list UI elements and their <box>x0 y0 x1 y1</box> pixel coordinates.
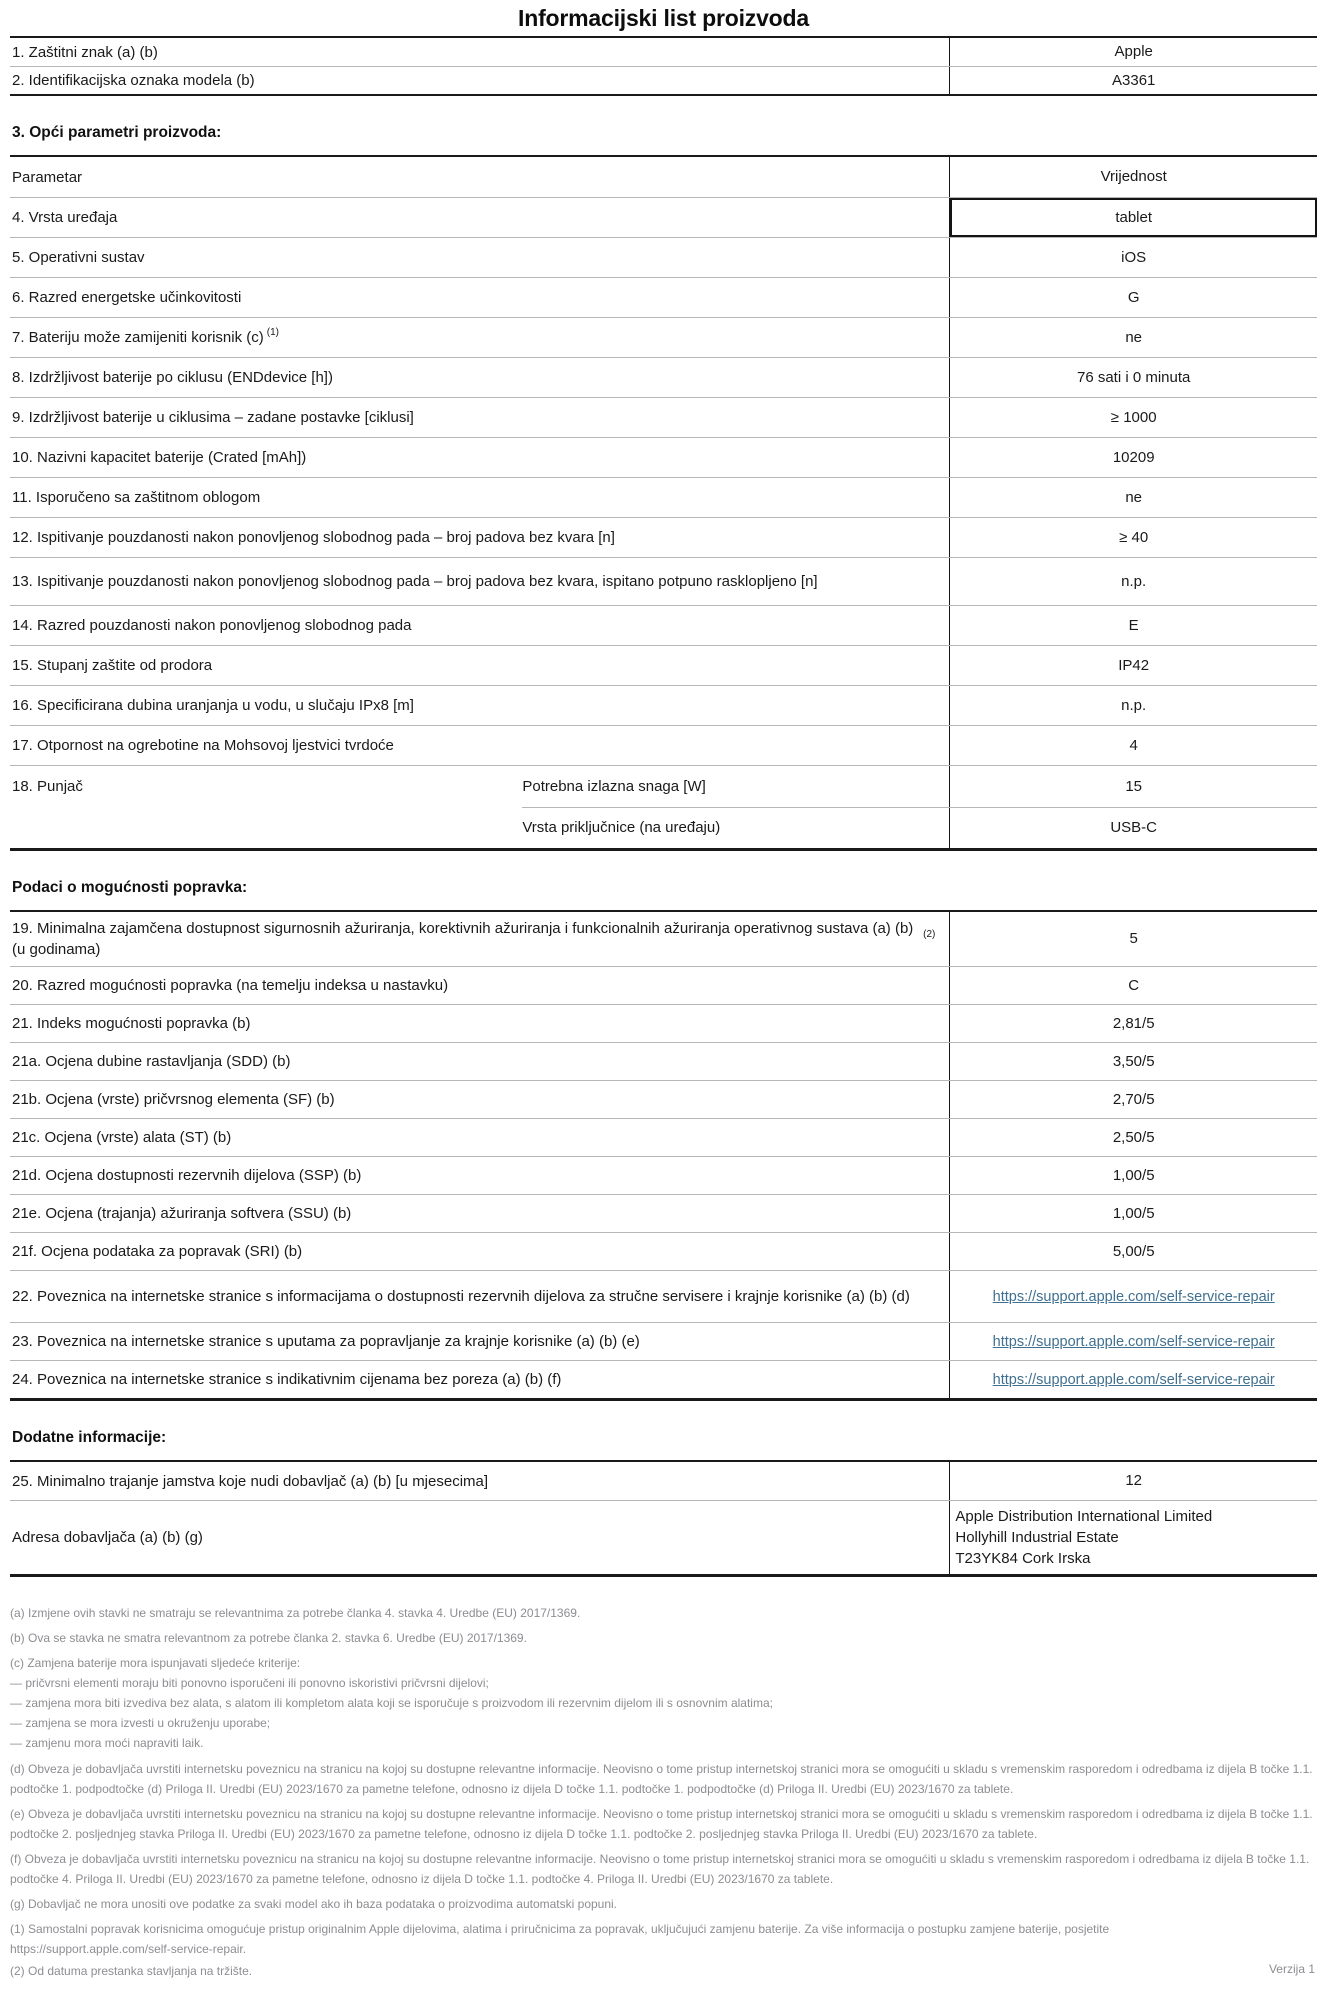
row-label <box>10 1271 950 1322</box>
row-value-text: E <box>1128 616 1139 634</box>
row-value-text: 10209 <box>1112 448 1155 466</box>
row-label <box>10 198 950 237</box>
identification-table <box>10 36 1317 96</box>
row-value-text: 4 <box>1129 736 1138 754</box>
row-12-free-fall-reliability <box>10 517 1317 557</box>
row-8-battery-endurance-per-cycle <box>10 357 1317 397</box>
row-value <box>950 1323 1317 1360</box>
footnote-e: (e) Obveza je dobavljača uvrstiti internetsku poveznicu na stranicu na kojoj su dostupne relevantne informacije. Neovisno o tome pristup internetskoj stranici mora se omogućiti u skladu s vremenskim rasporedom i odredbama iz dijela B točke 1.1. podtočke 2. posljednjeg stavka Priloga II. Uredbi (EU) 2023/1670 za pametne telefone, odnosno iz dijela D točke 1.1. podtočke 2. posljednjeg stavka Priloga II. Uredbi (EU) 2023/1670 za tablete. <box>10 1807 1313 1841</box>
footnote-c: (c) Zamjena baterije mora ispunjavati sljedeće kriterije: <box>10 1656 301 1670</box>
row-value-text: USB-C <box>1110 819 1157 836</box>
row-label-text: 7. Bateriju može zamijeniti korisnik (c) <box>12 329 264 346</box>
footnote-c-item: — pričvrsni elementi moraju biti ponovno isporučeni ili ponovno iskoristivi pričvrsni dijelovi; <box>10 1676 489 1690</box>
row-value-text: 2,50/5 <box>1112 1128 1155 1146</box>
row-13-free-fall-reliability-unfolded <box>10 557 1317 605</box>
row-label-text: 22. Poveznica na internetske stranice s informacijama o dostupnosti rezervnih dijelova za stručne servisere i krajnje korisnike (a) (b) (d) <box>12 1288 910 1305</box>
footnote-1-url: https://support.apple.com/self-service-repair. <box>10 1942 247 1956</box>
row-21-repairability-index <box>10 1004 1317 1042</box>
row-21a-disassembly-depth-score <box>10 1042 1317 1080</box>
row-value <box>950 646 1317 685</box>
row-value <box>950 558 1317 605</box>
row-label <box>10 1361 950 1398</box>
row-25-minimum-warranty <box>10 1462 1317 1500</box>
row-value <box>950 1233 1317 1270</box>
row-label-text: 5. Operativni sustav <box>12 249 145 266</box>
row-label-text: Vrsta priključnice (na uređaju) <box>522 819 721 836</box>
row-label <box>10 238 950 277</box>
row-value-text: Apple <box>1114 43 1153 60</box>
footnotes-section <box>10 1603 1317 1981</box>
supplier-address-line: Apple Distribution International Limited <box>955 1508 1213 1525</box>
row-label-text: 16. Specificirana dubina uranjanja u vodu, u slučaju IPx8 [m] <box>12 697 414 714</box>
row-label-text: 12. Ispitivanje pouzdanosti nakon ponovljenog slobodnog pada – broj padova bez kvara [n] <box>12 529 615 546</box>
row-label <box>10 1157 950 1194</box>
row-value <box>950 1462 1317 1500</box>
row-label <box>10 1005 950 1042</box>
row-value <box>950 38 1317 66</box>
charger-output-power-row <box>522 766 1317 807</box>
row-21e-software-updates-score <box>10 1194 1317 1232</box>
footnote-g: (g) Dobavljač ne mora unositi ove podatke za svaki model ako ih baza podataka o proizvodima automatski popuni. <box>10 1897 618 1911</box>
row-value-text: n.p. <box>1121 572 1147 590</box>
row-label <box>10 726 950 765</box>
row-11-protective-cover <box>10 477 1317 517</box>
self-service-repair-link[interactable]: https://support.apple.com/self-service-repair <box>992 1288 1275 1305</box>
footnote-1 <box>10 1919 1317 1959</box>
table-header-row <box>10 157 1317 197</box>
section-heading-additional-info: Dodatne informacije: <box>12 1429 167 1446</box>
row-value-text: 1,00/5 <box>1112 1166 1155 1184</box>
row-1-trademark <box>10 38 1317 66</box>
section-heading-repairability: Podaci o mogućnosti popravka: <box>12 879 248 896</box>
row-value-text: tablet <box>1115 208 1153 226</box>
column-header-text: Vrijednost <box>1100 168 1167 185</box>
row-label <box>10 278 950 317</box>
supplier-address-line: Hollyhill Industrial Estate <box>955 1529 1119 1546</box>
row-label-text: 20. Razred mogućnosti popravka (na temelju indeksa u nastavku) <box>12 977 449 994</box>
row-label <box>10 1462 950 1500</box>
row-label <box>10 438 950 477</box>
row-label <box>10 478 950 517</box>
charger-sub-table <box>522 766 1317 848</box>
row-4-device-type <box>10 197 1317 237</box>
row-value-text: 76 sati i 0 minuta <box>1076 368 1191 386</box>
row-value-text: ne <box>1125 488 1143 506</box>
row-value <box>950 67 1317 94</box>
row-value <box>950 478 1317 517</box>
row-value <box>950 912 1317 966</box>
footnote-f: (f) Obveza je dobavljača uvrstiti internetsku poveznicu na stranicu na kojoj su dostupne relevantne informacije. Neovisno o tome pristup internetskoj stranici mora se omogućiti u skladu s vremenskim rasporedom i odredbama iz dijela B točke 1.1. podtočke 4. Priloga II. Uredbi (EU) 2023/1670 za pametne telefone, odnosno iz dijela D točke 1.1. podtočke 4. Priloga II. Uredbi (EU) 2023/1670 za tablete. <box>10 1852 1310 1886</box>
row-21d-spare-parts-score <box>10 1156 1317 1194</box>
footnote-superscript: (2) <box>923 928 936 940</box>
row-value-text: iOS <box>1121 248 1147 266</box>
footnote-superscript: (1) <box>266 327 279 338</box>
row-label-text: 18. Punjač <box>12 778 83 795</box>
row-label <box>10 398 950 437</box>
row-value <box>950 318 1317 357</box>
row-value <box>950 278 1317 317</box>
row-2-model-identifier <box>10 66 1317 94</box>
column-header-text: Parametar <box>12 168 83 186</box>
row-label-text: 6. Razred energetske učinkovitosti <box>12 289 242 306</box>
row-label-text: 1. Zaštitni znak (a) (b) <box>12 43 158 61</box>
row-label <box>10 646 950 685</box>
row-10-rated-battery-capacity <box>10 437 1317 477</box>
self-service-repair-link[interactable]: https://support.apple.com/self-service-repair <box>992 1371 1275 1388</box>
row-label-text: 17. Otpornost na ogrebotine na Mohsovoj ljestvici tvrdoće <box>12 737 394 754</box>
row-20-repairability-class <box>10 966 1317 1004</box>
row-value <box>950 1361 1317 1398</box>
row-value <box>950 1157 1317 1194</box>
row-value-text: n.p. <box>1121 696 1147 714</box>
row-label-text: 9. Izdržljivost baterije u ciklusima – zadane postavke [ciklusi] <box>12 409 414 426</box>
footnote-c-item: — zamjena mora biti izvediva bez alata, s alatom ili kompletom alata koji se isporučuje s proizvodom ili rezervnim dijelom ili s osnovnim alatima; <box>10 1696 773 1710</box>
row-9-battery-endurance-cycles <box>10 397 1317 437</box>
row-label <box>10 67 950 94</box>
row-16-immersion-depth <box>10 685 1317 725</box>
column-header-vrijednost <box>950 157 1317 197</box>
row-value <box>950 1119 1317 1156</box>
row-23-repair-instructions-link <box>10 1322 1317 1360</box>
row-5-operating-system <box>10 237 1317 277</box>
row-value <box>950 1005 1317 1042</box>
row-value <box>950 1271 1317 1322</box>
row-value <box>950 358 1317 397</box>
supplier-address-line: T23YK84 Cork Irska <box>955 1550 1091 1567</box>
row-value-text: G <box>1127 288 1140 306</box>
row-label-text: 8. Izdržljivost baterije po ciklusu (ENDdevice [h]) <box>12 369 333 386</box>
row-17-scratch-resistance <box>10 725 1317 765</box>
row-supplier-address <box>10 1500 1317 1574</box>
additional-info-table <box>10 1460 1317 1577</box>
row-label-text: 21f. Ocjena podataka za popravak (SRI) (b) <box>12 1243 303 1260</box>
sub-row-value <box>950 766 1317 807</box>
row-15-ingress-protection <box>10 645 1317 685</box>
sub-row-value <box>950 808 1317 848</box>
row-label <box>10 1233 950 1270</box>
row-label-text: Adresa dobavljača (a) (b) (g) <box>12 1529 203 1546</box>
row-value-text: 2,70/5 <box>1112 1090 1155 1108</box>
row-value <box>950 606 1317 645</box>
row-label-text: 11. Isporučeno sa zaštitnom oblogom <box>12 489 261 506</box>
row-value <box>950 1081 1317 1118</box>
footnote-c-item: — zamjena se mora izvesti u okruženju uporabe; <box>10 1716 271 1730</box>
row-label-text: 21e. Ocjena (trajanja) ažuriranja softvera (SSU) (b) <box>12 1205 352 1222</box>
footnote-b: (b) Ova se stavka ne smatra relevantnom za potrebe članka 2. stavka 6. Uredbe (EU) 2017/1369. <box>10 1631 527 1645</box>
column-header-parametar <box>10 157 950 197</box>
row-value <box>950 967 1317 1004</box>
device-type-highlighted-value <box>950 198 1317 237</box>
row-value <box>950 726 1317 765</box>
row-19-minimum-update-availability <box>10 912 1317 966</box>
row-value <box>950 398 1317 437</box>
self-service-repair-link[interactable]: https://support.apple.com/self-service-repair <box>992 1333 1275 1350</box>
row-label-text: 10. Nazivni kapacitet baterije (Crated [mAh]) <box>12 449 307 466</box>
row-label <box>10 606 950 645</box>
row-value <box>950 438 1317 477</box>
row-label <box>10 766 522 848</box>
supplier-address-value <box>950 1501 1317 1574</box>
row-label <box>10 318 950 357</box>
row-value <box>950 238 1317 277</box>
row-label-text: Potrebna izlazna snaga [W] <box>522 777 706 795</box>
row-value-text: ≥ 1000 <box>1110 408 1157 426</box>
row-18-charger <box>10 765 1317 848</box>
row-value-text: 1,00/5 <box>1112 1204 1155 1222</box>
row-label-text: 19. Minimalna zajamčena dostupnost sigurnosnih ažuriranja, korektivnih ažuriranja i funkcionalnih ažuriranja operativnog sustava (a) (b) (u godinama) <box>12 920 914 958</box>
row-label-text: 2. Identifikacijska oznaka modela (b) <box>12 72 255 89</box>
row-label-text: 25. Minimalno trajanje jamstva koje nudi dobavljač (a) (b) [u mjesecima] <box>12 1472 489 1490</box>
row-label <box>10 912 950 966</box>
row-label <box>10 518 950 557</box>
row-label-text: 14. Razred pouzdanosti nakon ponovljenog slobodnog pada <box>12 617 412 634</box>
sub-row-label <box>522 766 950 807</box>
row-6-energy-class <box>10 277 1317 317</box>
row-value-text: 5 <box>1129 930 1138 947</box>
row-22-spare-parts-link <box>10 1270 1317 1322</box>
row-label <box>10 1081 950 1118</box>
row-label-text: 24. Poveznica na internetske stranice s indikativnim cijenama bez poreza (a) (b) (f) <box>12 1371 562 1388</box>
row-value <box>950 686 1317 725</box>
row-value-text: A3361 <box>1112 71 1156 89</box>
row-value-text: 5,00/5 <box>1112 1242 1155 1260</box>
row-21c-tools-score <box>10 1118 1317 1156</box>
row-value-text: 2,81/5 <box>1112 1014 1155 1032</box>
row-value-text: C <box>1128 976 1140 994</box>
row-7-user-replaceable-battery <box>10 317 1317 357</box>
row-label <box>10 967 950 1004</box>
row-label-text: 21b. Ocjena (vrste) pričvrsnog elementa (SF) (b) <box>12 1091 335 1108</box>
row-label-text: 15. Stupanj zaštite od prodora <box>12 657 213 674</box>
footnote-2: (2) Od datuma prestanka stavljanja na tržište. <box>10 1964 253 1978</box>
row-label <box>10 686 950 725</box>
row-value-text: 3,50/5 <box>1112 1052 1155 1070</box>
sub-row-label <box>522 808 950 848</box>
charger-connector-type-row <box>522 807 1317 848</box>
row-value-text: IP42 <box>1118 656 1150 674</box>
row-label-text: 13. Ispitivanje pouzdanosti nakon ponovljenog slobodnog pada – broj padova bez kvara, ispitano potpuno rasklopljeno [n] <box>12 573 818 590</box>
general-parameters-table <box>10 155 1317 851</box>
row-label-text: 21c. Ocjena (vrste) alata (ST) (b) <box>12 1129 232 1146</box>
row-label-text: 4. Vrsta uređaja <box>12 209 118 226</box>
row-label <box>10 1323 950 1360</box>
footnote-d: (d) Obveza je dobavljača uvrstiti internetsku poveznicu na stranicu na kojoj su dostupne relevantne informacije. Neovisno o tome pristup internetskoj stranici mora se omogućiti u skladu s vremenskim rasporedom i odredbama iz dijela B točke 1.1. podtočke 1. podpodtočke (d) Priloga II. Uredbi (EU) 2023/1670 za pametne telefone, odnosno iz dijela D točke 1.1. podtočke 1. podpodtočke (d) Priloga II. Uredbi (EU) 2023/1670 za tablete. <box>10 1762 1313 1796</box>
row-label <box>10 38 950 66</box>
row-label-text: 21d. Ocjena dostupnosti rezervnih dijelova (SSP) (b) <box>12 1167 362 1184</box>
row-value <box>950 1195 1317 1232</box>
section-heading-general-parameters: 3. Opći parametri proizvoda: <box>12 124 222 141</box>
row-label-text: 23. Poveznica na internetske stranice s uputama za popravljanje za krajnje korisnike (a) (b) (e) <box>12 1333 640 1350</box>
footnote-c-item: — zamjenu mora moći napraviti laik. <box>10 1736 204 1750</box>
page-title: Informacijski list proizvoda <box>518 5 809 31</box>
row-label <box>10 1195 950 1232</box>
row-value <box>950 518 1317 557</box>
row-value <box>950 1043 1317 1080</box>
row-value-text: ne <box>1125 328 1143 346</box>
row-value-text: 12 <box>1125 1472 1143 1489</box>
footnote-a: (a) Izmjene ovih stavki ne smatraju se relevantnima za potrebe članka 4. stavka 4. Uredbe (EU) 2017/1369. <box>10 1606 581 1620</box>
row-label <box>10 558 950 605</box>
row-24-indicative-prices-link <box>10 1360 1317 1398</box>
repairability-table <box>10 910 1317 1401</box>
row-label <box>10 358 950 397</box>
row-14-reliability-class <box>10 605 1317 645</box>
row-label-text: 21a. Ocjena dubine rastavljanja (SDD) (b) <box>12 1053 291 1070</box>
row-label <box>10 1043 950 1080</box>
row-21f-repair-information-score <box>10 1232 1317 1270</box>
row-label-text: 21. Indeks mogućnosti popravka (b) <box>12 1015 251 1032</box>
row-value-text: 15 <box>1125 777 1143 795</box>
row-21b-fastener-score <box>10 1080 1317 1118</box>
version-label: Verzija 1 <box>1268 1962 1315 1976</box>
footnote-1-text: (1) Samostalni popravak korisnicima omogućuje pristup originalnim Apple dijelovima, alatima i priručnicima za popravak, uključujući zamjenu baterije. Za više informacija o postupku zamjene baterije, posjetite <box>10 1922 1110 1936</box>
row-value-text: ≥ 40 <box>1119 528 1149 546</box>
row-label <box>10 1501 950 1574</box>
row-label <box>10 1119 950 1156</box>
